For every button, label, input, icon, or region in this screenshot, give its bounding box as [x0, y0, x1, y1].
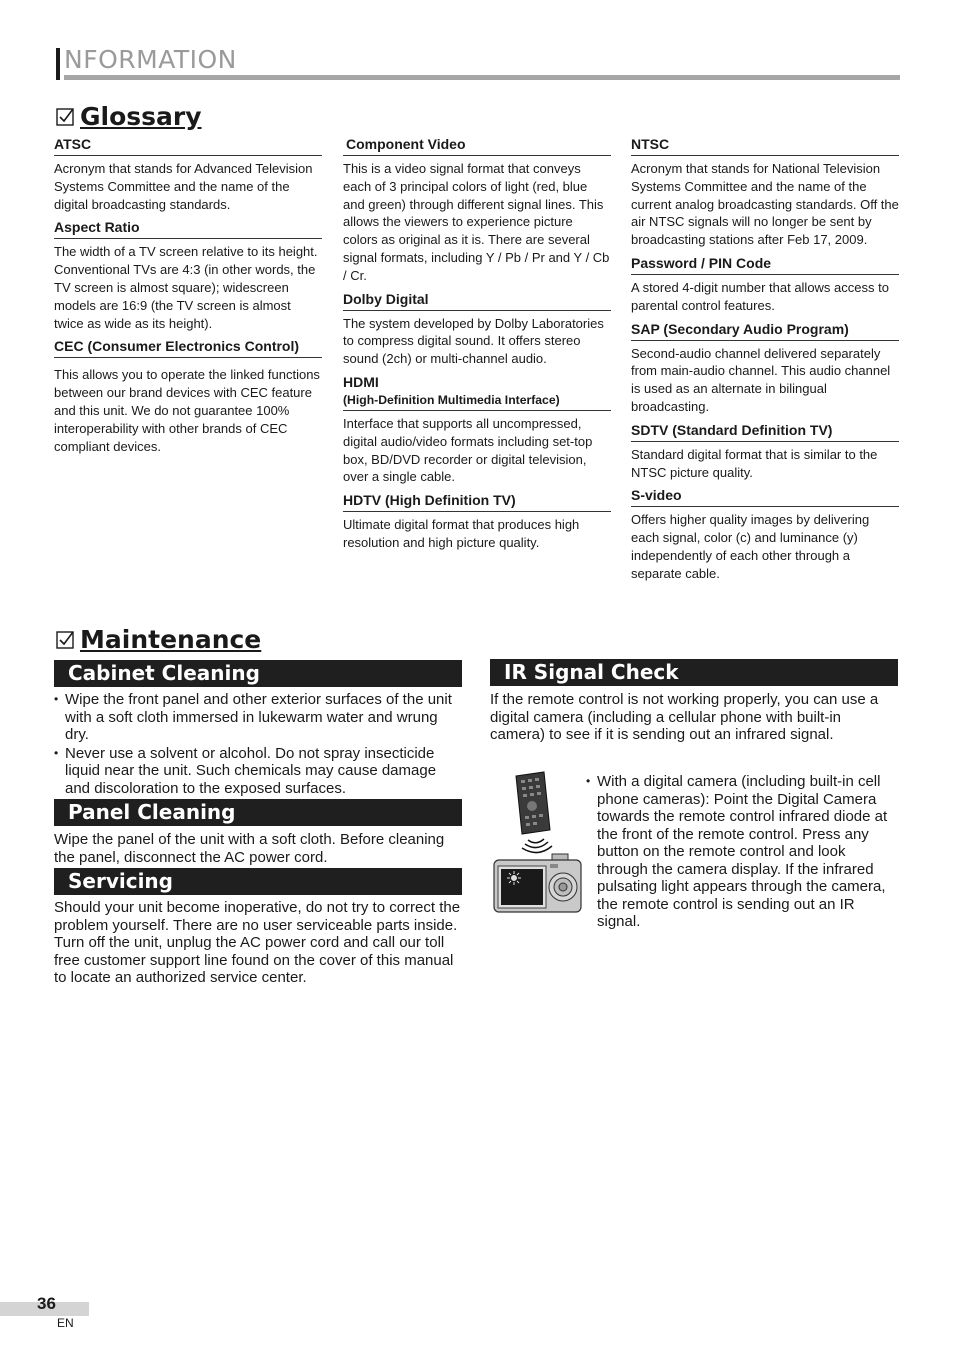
desc-atsc: Acronym that stands for Advanced Television Systems Committee and the name of the digital broadcasting standards.	[54, 161, 313, 212]
term-component-video: Component Video	[343, 136, 611, 156]
desc-ntsc: Acronym that stands for National Television Systems Committee and the name of the current analog broadcasting standards. Off the air NTSC signals will no longer be sent by broadcasting stations after Feb 17, 2009.	[631, 161, 899, 248]
header-accent-bar	[56, 48, 60, 80]
cabinet-cleaning-list	[54, 691, 454, 798]
header-rule	[64, 75, 900, 80]
page-number: 36	[37, 1294, 56, 1313]
desc-password: A stored 4-digit number that allows access to parental control features.	[631, 279, 889, 313]
glossary-title: Glossary	[80, 102, 202, 131]
glossary-column-3	[631, 136, 899, 589]
term-sdtv: SDTV (Standard Definition TV)	[631, 422, 899, 442]
term-hdmi: HDMI	[343, 373, 379, 390]
checkbox-icon	[56, 630, 76, 650]
remote-camera-illustration	[492, 770, 584, 916]
term-ntsc: NTSC	[631, 136, 899, 156]
checkbox-icon	[56, 107, 76, 127]
glossary-column-1	[54, 136, 322, 461]
desc-sdtv: Standard digital format that is similar to the NTSC picture quality.	[631, 446, 878, 480]
ir-signal-icon	[522, 839, 552, 853]
desc-s-video: Offers higher quality images by delivering each signal, color (c) and luminance (y) independently of each other through a separate cable.	[631, 512, 870, 581]
panel-cleaning-text: Wipe the panel of the unit with a soft cloth. Before cleaning the panel, disconnect the AC power cord.	[54, 831, 445, 866]
term-hdmi-sub: (High-Definition Multimedia Interface)	[343, 393, 611, 411]
servicing-text: Should your unit become inoperative, do not try to correct the problem yourself. There are no user serviceable parts inside. Turn off the unit, unplug the AC power cord and call our toll free customer support line found on the cover of this manual to locate an authorized service center.	[54, 899, 461, 986]
term-atsc: ATSC	[54, 136, 322, 156]
desc-dolby-digital: The system developed by Dolby Laboratories to compress digital sound. It offers stereo sound (2ch) or multi-channel audio.	[343, 315, 604, 367]
term-aspect-ratio: Aspect Ratio	[54, 219, 322, 239]
desc-cec: This allows you to operate the linked functions between our brand devices with CEC feature and this unit. We do not guarantee 100% interoperability with other brands of CEC compliant devices.	[54, 367, 320, 454]
list-item: • Never use a solvent or alcohol. Do not spray insecticide liquid near the unit. Such chemicals may cause damage and discoloration to the exposed surfaces.	[54, 745, 454, 798]
desc-sap: Second-audio channel delivered separately from main-audio channel. This audio channel is used as an alternate in bilingual broadcasting.	[631, 345, 891, 414]
maintenance-title: Maintenance	[80, 625, 262, 654]
ir-signal-check-intro: If the remote control is not working properly, you can use a digital camera (including a cellular phone with built-in camera) to see if it is sending out an infrared signal.	[490, 691, 879, 743]
term-cec: CEC (Consumer Electronics Control)	[54, 338, 322, 358]
glossary-column-2	[343, 136, 611, 558]
list-item: • With a digital camera (including built-in cell phone cameras): Point the Digital Camera towards the remote control infrared diode at the front of the remote control. Press any button on the remote control and look through the camera display. If the infrared pulsating light appears through the camera, the remote control is sending out an IR signal.	[586, 773, 896, 931]
page-language: EN	[57, 1316, 74, 1330]
term-dolby-digital: Dolby Digital	[343, 291, 611, 311]
panel-cleaning-heading: Panel Cleaning	[54, 799, 462, 826]
header-title: NFORMATION	[64, 45, 237, 74]
desc-aspect-ratio: The width of a TV screen relative to its height. Conventional TVs are 4:3 (in other words, the TV screen is almost square); widescreen models are 16:9 (the TV screen is almost twice as wide as its height).	[54, 244, 318, 331]
list-item: • Wipe the front panel and other exterior surfaces of the unit with a soft cloth immersed in lukewarm water and wrung dry.	[54, 691, 454, 744]
term-hdtv: HDTV (High Definition TV)	[343, 492, 611, 512]
ir-signal-check-heading: IR Signal Check	[490, 659, 898, 686]
desc-hdtv: Ultimate digital format that produces high resolution and high picture quality.	[343, 517, 580, 550]
cabinet-cleaning-heading: Cabinet Cleaning	[54, 660, 462, 687]
digital-camera-icon	[494, 854, 581, 912]
desc-component-video: This is a video signal format that conveys each of 3 principal colors of light (red, blue and green) through different signal lines. This allows the viewers to experience picture colors as original as it is. There are several signal formats, including Y / Pb / Pr and Y / Cb / Cr.	[343, 161, 610, 283]
desc-hdmi: Interface that supports all uncompressed, digital audio/video formats including set-top box, BD/DVD recorder or digital television, over a single cable.	[343, 415, 593, 485]
glossary-heading	[56, 102, 202, 131]
ir-light-flash-icon	[507, 871, 521, 885]
servicing-heading: Servicing	[54, 868, 462, 895]
term-s-video: S-video	[631, 487, 899, 507]
ir-signal-check-list	[586, 773, 896, 932]
term-sap: SAP (Secondary Audio Program)	[631, 321, 899, 341]
maintenance-heading	[56, 625, 261, 654]
term-password: Password / PIN Code	[631, 255, 899, 275]
remote-control-icon	[516, 772, 550, 834]
